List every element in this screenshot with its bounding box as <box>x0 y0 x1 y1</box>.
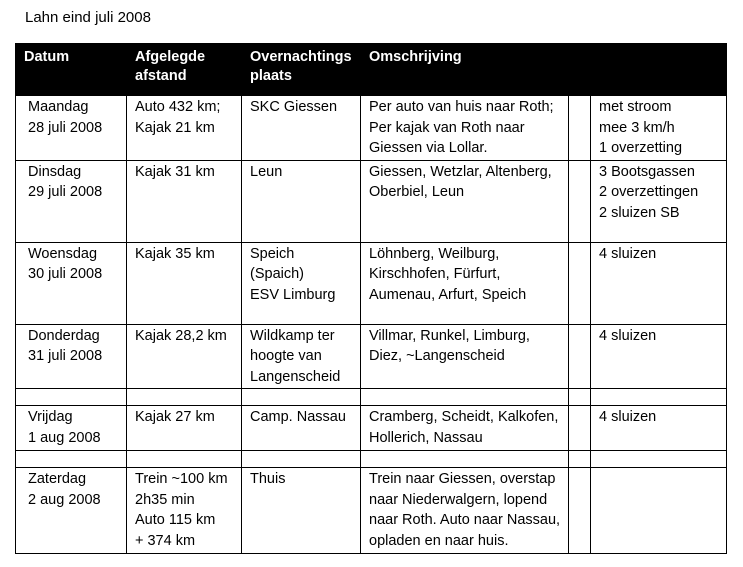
cell-date: Woensdag 30 juli 2008 <box>16 242 127 324</box>
cell-extra <box>569 96 591 161</box>
cell-distance: Kajak 28,2 km <box>127 324 242 389</box>
cell-extra <box>569 242 591 324</box>
header-omschrijving: Omschrijving <box>361 44 569 96</box>
cell-distance: Trein ~100 km 2h35 min Auto 115 km + 374 km <box>127 468 242 554</box>
table-row <box>16 242 727 324</box>
spacer-cell <box>569 451 591 468</box>
spacer-cell <box>569 389 591 406</box>
header-empty-2 <box>591 44 727 96</box>
header-empty-1 <box>569 44 591 96</box>
cell-place: SKC Giessen <box>242 96 361 161</box>
header-afstand: Afgelegde afstand <box>127 44 242 96</box>
spacer-cell <box>16 451 127 468</box>
cell-notes: 4 sluizen <box>591 242 727 324</box>
table-row <box>16 406 727 451</box>
header-overnachting: Overnachtings plaats <box>242 44 361 96</box>
trip-table <box>15 43 727 554</box>
cell-distance: Kajak 27 km <box>127 406 242 451</box>
cell-distance: Kajak 31 km <box>127 160 242 242</box>
cell-notes: met stroom mee 3 km/h 1 overzetting <box>591 96 727 161</box>
spacer-cell <box>242 451 361 468</box>
cell-description: Giessen, Wetzlar, Altenberg, Oberbiel, Leun <box>361 160 569 242</box>
spacer-cell <box>127 451 242 468</box>
cell-notes <box>591 468 727 554</box>
spacer-cell <box>591 389 727 406</box>
cell-extra <box>569 468 591 554</box>
cell-extra <box>569 324 591 389</box>
spacer-cell <box>361 389 569 406</box>
table-row <box>16 160 727 242</box>
header-datum: Datum <box>16 44 127 96</box>
cell-place: Speich (Spaich) ESV Limburg <box>242 242 361 324</box>
spacer-cell <box>361 451 569 468</box>
spacer-cell <box>591 451 727 468</box>
cell-date: Donderdag 31 juli 2008 <box>16 324 127 389</box>
cell-date: Maandag 28 juli 2008 <box>16 96 127 161</box>
cell-notes: 4 sluizen <box>591 406 727 451</box>
cell-date: Vrijdag 1 aug 2008 <box>16 406 127 451</box>
cell-date: Zaterdag 2 aug 2008 <box>16 468 127 554</box>
spacer-cell <box>242 389 361 406</box>
cell-notes: 3 Bootsgassen 2 overzettingen 2 sluizen SB <box>591 160 727 242</box>
cell-description: Per auto van huis naar Roth; Per kajak van Roth naar Giessen via Lollar. <box>361 96 569 161</box>
table-row <box>16 468 727 554</box>
cell-description: Trein naar Giessen, overstap naar Niederwalgern, lopend naar Roth. Auto naar Nassau, opladen en naar huis. <box>361 468 569 554</box>
document-title: Lahn eind juli 2008 <box>25 9 151 26</box>
spacer-row <box>16 451 727 468</box>
cell-distance: Auto 432 km; Kajak 21 km <box>127 96 242 161</box>
cell-date: Dinsdag 29 juli 2008 <box>16 160 127 242</box>
cell-notes: 4 sluizen <box>591 324 727 389</box>
table-row <box>16 96 727 161</box>
cell-distance: Kajak 35 km <box>127 242 242 324</box>
cell-place: Wildkamp ter hoogte van Langenscheid <box>242 324 361 389</box>
cell-description: Löhnberg, Weilburg, Kirschhofen, Fürfurt, Aumenau, Arfurt, Speich <box>361 242 569 324</box>
cell-place: Camp. Nassau <box>242 406 361 451</box>
spacer-row <box>16 389 727 406</box>
table-header-row <box>16 44 727 96</box>
spacer-cell <box>127 389 242 406</box>
cell-place: Thuis <box>242 468 361 554</box>
cell-description: Cramberg, Scheidt, Kalkofen, Hollerich, Nassau <box>361 406 569 451</box>
cell-extra <box>569 406 591 451</box>
cell-description: Villmar, Runkel, Limburg, Diez, ~Langenscheid <box>361 324 569 389</box>
spacer-cell <box>16 389 127 406</box>
cell-extra <box>569 160 591 242</box>
cell-place: Leun <box>242 160 361 242</box>
table-row <box>16 324 727 389</box>
